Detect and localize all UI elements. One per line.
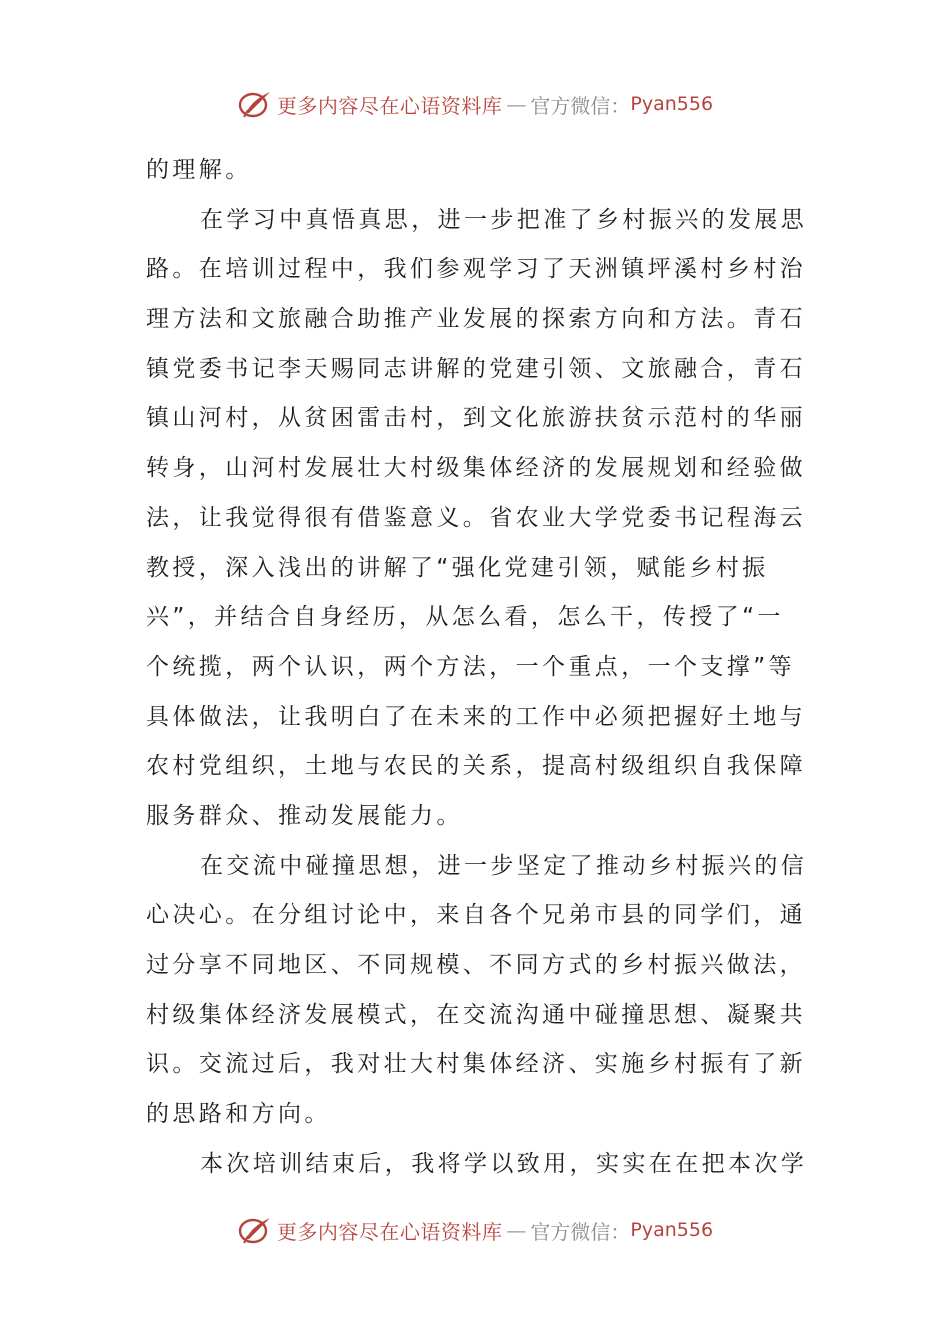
text-line: 村级集体经济发展模式，在交流沟通中碰撞思想、凝聚共	[146, 1001, 806, 1028]
text-line: 识。交流过后，我对壮大村集体经济、实施乡村振有了新	[146, 1051, 806, 1078]
watermark-main-text: 更多内容尽在心语资料库	[276, 1219, 503, 1244]
watermark-header	[0, 84, 950, 124]
text-line: 心决心。在分组讨论中，来自各个兄弟市县的同学们，通	[146, 902, 806, 929]
text-line: 镇山河村，从贫困雷击村，到文化旅游扶贫示范村的华丽	[146, 405, 806, 432]
text-line: 兴”，并结合自身经历，从怎么看，怎么干，传授了“一	[146, 604, 784, 631]
text-line: 具体做法，让我明白了在未来的工作中必须把握好土地与	[146, 703, 806, 730]
text-line: 服务群众、推动发展能力。	[146, 802, 463, 829]
quill-logo-icon	[237, 1215, 273, 1245]
text-line: 路。在培训过程中，我们参观学习了天洲镇坪溪村乡村治	[146, 256, 806, 283]
watermark-separator: —	[506, 92, 527, 116]
text-line: 农村党组织，土地与农民的关系，提高村级组织自我保障	[146, 753, 806, 780]
watermark-label: 官方微信：	[530, 93, 631, 118]
watermark-wechat-id: Pyan556	[630, 93, 714, 115]
text-line: 镇党委书记李天赐同志讲解的党建引领、文旅融合，青石	[146, 355, 806, 382]
text-line: 转身，山河村发展壮大村级集体经济的发展规划和经验做	[146, 455, 806, 482]
text-line: 教授，深入浅出的讲解了“强化党建引领，赋能乡村振	[146, 554, 769, 581]
text-line: 过分享不同地区、不同规模、不同方式的乡村振兴做法，	[146, 952, 806, 978]
text-line: 的思路和方向。	[146, 1101, 331, 1128]
watermark-main-text: 更多内容尽在心语资料库	[276, 93, 503, 118]
text-line: 法，让我觉得很有借鉴意义。省农业大学党委书记程海云	[146, 504, 806, 531]
text-line: 的理解。	[146, 157, 252, 183]
text-line: 个统揽，两个认识，两个方法，一个重点，一个支撑”等	[146, 653, 795, 680]
text-line: 在学习中真悟真思，进一步把准了乡村振兴的发展思	[200, 206, 808, 233]
text-line: 在交流中碰撞思想，进一步坚定了推动乡村振兴的信	[200, 852, 808, 879]
text-line: 本次培训结束后，我将学以致用，实实在在把本次学	[200, 1150, 808, 1177]
watermark-footer	[0, 1210, 950, 1250]
watermark-wechat-id: Pyan556	[630, 1219, 714, 1241]
watermark-separator: —	[506, 1218, 527, 1242]
watermark-label: 官方微信：	[530, 1219, 631, 1244]
text-line: 理方法和文旅融合助推产业发展的探索方向和方法。青石	[146, 306, 806, 333]
document-body	[146, 146, 806, 1189]
quill-logo-icon	[237, 89, 273, 119]
